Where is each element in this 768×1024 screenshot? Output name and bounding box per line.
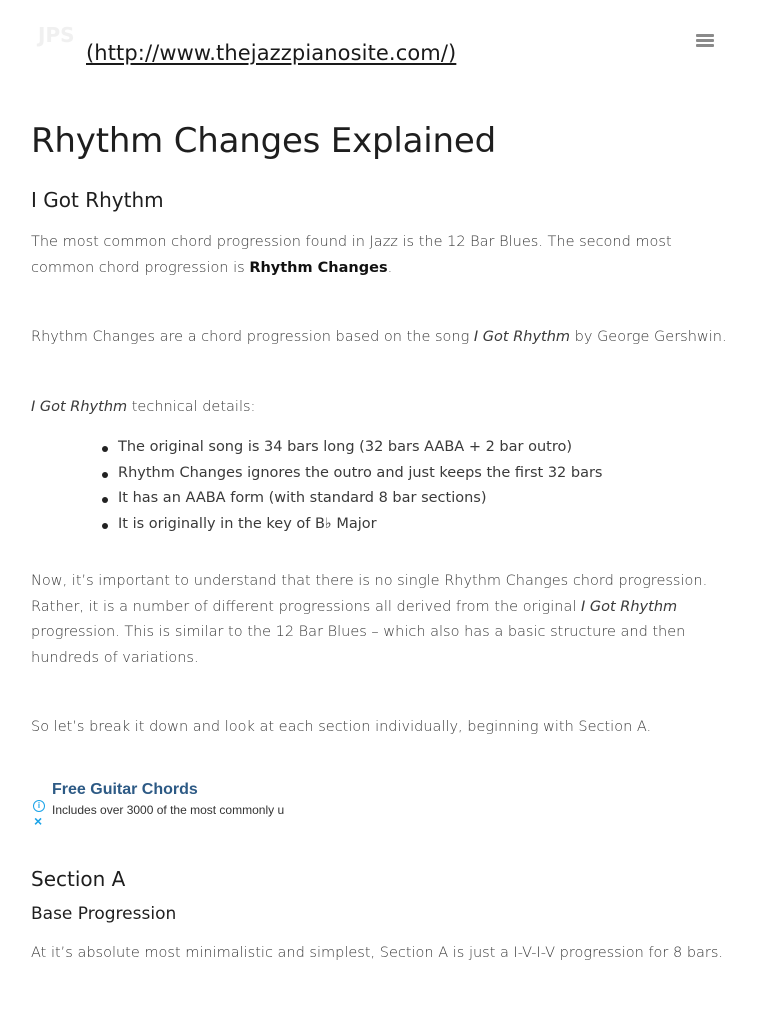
section-heading-i-got-rhythm: I Got Rhythm <box>31 188 164 212</box>
subsection-heading-base-progression: Base Progression <box>31 904 177 924</box>
list-item: Rhythm Changes ignores the outro and just keeps the first 32 bars <box>118 461 737 487</box>
page-title: Rhythm Changes Explained <box>31 121 496 161</box>
definition-text: Rhythm Changes are a chord progression based on the song <box>31 329 474 345</box>
site-home-link[interactable]: (http://www.thejazzpianosite.com/) <box>86 41 457 65</box>
explanation-text-end: progression. This is similar to the 12 Bar Blues – which also has a basic structure and then hundreds of variations. <box>31 624 686 666</box>
section-a-paragraph: At it’s absolute most minimalistic and simplest, Section A is just a I-V-I-V progression for 8 bars. <box>31 945 724 961</box>
menu-bar <box>696 39 714 42</box>
definition-text-end: by George Gershwin. <box>570 329 727 345</box>
technical-details-list <box>31 435 737 537</box>
intro-text-end: . <box>387 259 393 276</box>
close-icon[interactable]: × <box>34 813 43 829</box>
song-title-italic: I Got Rhythm <box>473 329 571 345</box>
list-item: It is originally in the key of B♭ Major <box>118 512 737 538</box>
hamburger-menu-icon[interactable] <box>696 33 716 49</box>
list-item: The original song is 34 bars long (32 bars AABA + 2 bar outro) <box>118 435 737 461</box>
menu-bar <box>696 44 714 47</box>
definition-paragraph <box>31 325 737 351</box>
site-header <box>0 0 768 90</box>
section-a-content <box>31 865 737 967</box>
advertisement[interactable] <box>31 778 311 828</box>
intro-paragraph <box>31 230 737 281</box>
song-title-italic: I Got Rhythm <box>581 598 678 615</box>
article-content <box>31 118 737 741</box>
list-item: It has an AABA form (with standard 8 bar sections) <box>118 486 737 512</box>
details-intro-text: technical details: <box>127 398 256 415</box>
explanation-text: Now, it’s important to understand that there is no single Rhythm Changes chord progression. Rather, it is a number of different progressions all derived from the original <box>31 573 708 615</box>
intro-text: The most common chord progression found in Jazz is the 12 Bar Blues. The second most common chord progression is <box>31 234 672 276</box>
menu-bar <box>696 34 714 37</box>
section-heading-section-a: Section A <box>31 867 126 891</box>
ad-title[interactable]: Free Guitar Chords <box>52 781 198 798</box>
info-icon[interactable]: i <box>33 800 45 812</box>
explanation-paragraph <box>31 569 737 671</box>
song-title-italic: I Got Rhythm <box>31 398 128 415</box>
site-logo[interactable]: JPS <box>38 23 75 47</box>
rhythm-changes-bold: Rhythm Changes <box>249 259 388 276</box>
details-intro-paragraph <box>31 395 737 421</box>
ad-description[interactable]: Includes over 3000 of the most commonly u <box>52 803 285 817</box>
breakdown-paragraph: So let’s break it down and look at each section individually, beginning with Section A. <box>31 719 652 735</box>
